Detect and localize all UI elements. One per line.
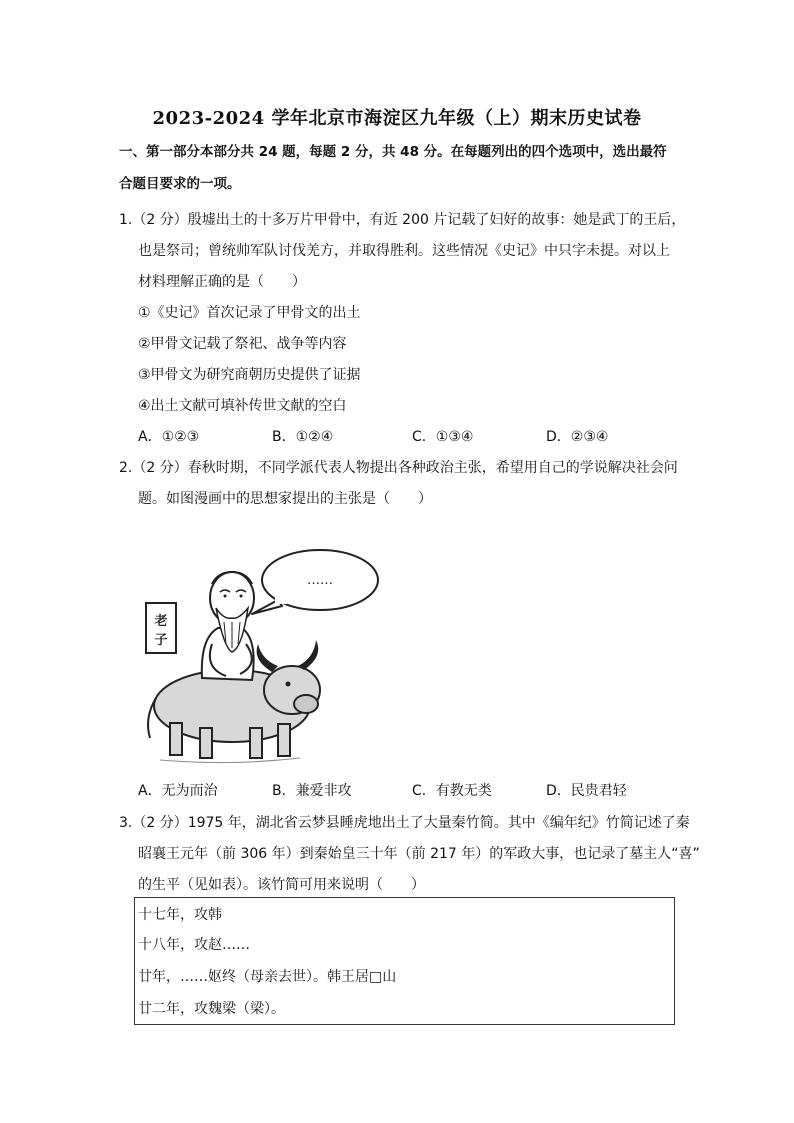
q1-statement-1: ①《史记》首次记录了甲骨文的出土 (138, 305, 361, 321)
q3-stem-line-2: 昭襄王元年（前 306 年）到秦始皇三十年（前 217 年）的军政大事，也记录了墓主人“喜” (138, 846, 700, 862)
q2-option-c[interactable]: C．有教无类 (412, 783, 492, 799)
q1-stem-line-3: 材料理解正确的是（ ） (138, 274, 306, 290)
q3-bamboo-slip-table (134, 897, 675, 1025)
q1-stem-line-1: 1.（2 分）殷墟出土的十多万片甲骨中，有近 200 片记载了妇好的故事：她是武丁的王后， (119, 212, 686, 228)
q2-stem-line-1: 2.（2 分）春秋时期，不同学派代表人物提出各种政治主张，希望用自己的学说解决社会问 (119, 460, 678, 476)
q1-option-d[interactable]: D．②③④ (546, 429, 609, 445)
q3-stem-line-1: 3.（2 分）1975 年，湖北省云梦县睡虎地出土了大量秦竹简。其中《编年纪》竹简记述了秦 (119, 815, 690, 831)
page-title: 2023-2024 学年北京市海淀区九年级（上）期末历史试卷 (152, 108, 642, 129)
q2-option-b[interactable]: B．兼爱非攻 (272, 783, 352, 799)
section-line-2: 合题目要求的一项。 (119, 176, 241, 192)
q1-statement-2: ②甲骨文记载了祭祀、战争等内容 (138, 336, 347, 352)
bubble-text: …… (307, 573, 333, 588)
table-row: 廿年，……妪终（母亲去世）。韩王居□山 (138, 969, 397, 985)
q1-option-c[interactable]: C．①③④ (412, 429, 474, 445)
svg-text:子: 子 (154, 633, 168, 648)
table-row: 十八年，攻赵…… (138, 937, 250, 953)
q2-option-d[interactable]: D．民贵君轻 (546, 783, 627, 799)
q3-stem-line-3: 的生平（见如表）。该竹简可用来说明（ ） (138, 877, 425, 893)
q1-statement-3: ③甲骨文为研究商朝历史提供了证据 (138, 367, 361, 383)
q1-option-a[interactable]: A．①②③ (138, 429, 200, 445)
table-row: 十七年，攻韩 (138, 907, 222, 923)
q2-option-a[interactable]: A．无为而治 (138, 783, 218, 799)
q1-stem-line-2: 也是祭司；曾统帅军队讨伐羌方，并取得胜利。这些情况《史记》中只字未提。对以上 (138, 243, 670, 259)
q1-statement-4: ④出土文献可填补传世文献的空白 (138, 398, 347, 414)
section-instructions (119, 136, 679, 200)
section-line-1: 一、第一部分本部分共 24 题，每题 2 分，共 48 分。在每题列出的四个选项中，选出最符 (119, 144, 667, 160)
q2-stem-line-2: 题。如图漫画中的思想家提出的主张是（ ） (138, 491, 432, 507)
table-row: 廿二年，攻魏梁（梁）。 (138, 1001, 285, 1017)
laozi-ox-cartoon (140, 548, 385, 770)
sign-text: 老 (154, 614, 168, 629)
q1-option-b[interactable]: B．①②④ (272, 429, 334, 445)
